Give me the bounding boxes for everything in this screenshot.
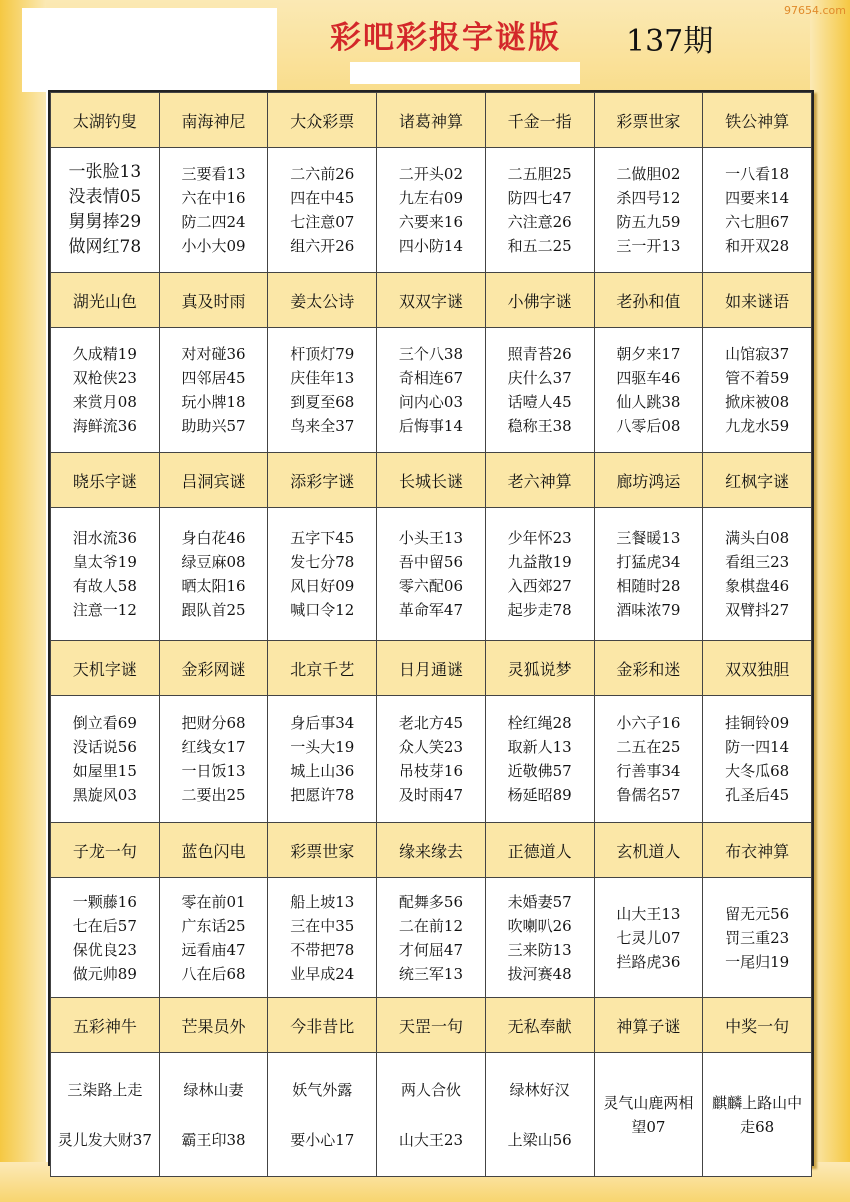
clue-line: 拔河赛48	[507, 964, 572, 983]
clue-row	[51, 878, 812, 998]
clue-line: 二做胆02	[616, 165, 681, 183]
clue-cell	[485, 878, 594, 998]
clue-cell	[594, 508, 703, 641]
clue-cell	[268, 696, 377, 823]
clue-line: 上梁山56	[507, 1130, 572, 1149]
clue-cell	[268, 148, 377, 273]
column-header-cell: 如来谜语	[703, 273, 812, 328]
clue-line: 麒麟上路山中走68	[712, 1093, 803, 1136]
clue-cell	[594, 696, 703, 823]
column-header-cell: 千金一指	[485, 93, 594, 148]
clue-line: 拦路虎36	[616, 952, 681, 971]
clue-cell	[51, 696, 160, 823]
clue-line: 一尾归19	[725, 952, 790, 971]
clue-line: 三个八38	[398, 345, 463, 363]
clue-line: 小头王13	[398, 529, 463, 547]
column-header-cell: 老六神算	[485, 453, 594, 508]
clue-line: 海鲜流36	[72, 417, 137, 435]
clue-line: 山大王23	[398, 1130, 463, 1149]
column-header-cell: 日月通谜	[377, 641, 486, 696]
column-header-cell: 铁公神算	[703, 93, 812, 148]
clue-cell	[485, 508, 594, 641]
clue-line: 鲁儒名57	[616, 786, 681, 804]
clue-line: 三来防13	[507, 940, 572, 959]
clue-line: 二五在25	[616, 738, 681, 756]
clue-line: 身后事34	[290, 714, 355, 732]
clue-line: 玩小牌18	[181, 393, 246, 411]
clue-line: 灵儿发大财37	[57, 1130, 152, 1149]
column-header-cell: 红枫字谜	[703, 453, 812, 508]
clue-line: 防一四14	[725, 738, 790, 756]
clue-line: 船上坡13	[290, 892, 355, 911]
clue-line: 满头白08	[725, 529, 790, 547]
column-header-cell: 子龙一句	[51, 823, 160, 878]
clue-line: 话噎人45	[507, 393, 572, 411]
clue-line: 杆顶灯79	[290, 345, 355, 363]
clue-line: 朝夕来17	[616, 345, 681, 363]
clue-line: 城上山36	[290, 762, 355, 780]
clue-line: 绿林好汉	[509, 1080, 570, 1099]
column-header-cell: 蓝色闪电	[159, 823, 268, 878]
clue-cell	[159, 328, 268, 453]
clue-cell	[377, 1053, 486, 1177]
header-row	[51, 823, 812, 878]
clue-line: 双枪侠23	[72, 369, 137, 387]
clue-line: 一颗藤16	[72, 892, 137, 911]
left-gold-border	[0, 0, 46, 1202]
clue-line: 久成精19	[72, 345, 137, 363]
column-header-cell: 彩票世家	[268, 823, 377, 878]
clue-line: 红线女17	[181, 738, 246, 756]
column-header-cell: 五彩神牛	[51, 998, 160, 1053]
column-header-cell: 金彩和迷	[594, 641, 703, 696]
clue-line: 注意一12	[72, 601, 137, 619]
clue-line: 才何屈47	[398, 940, 463, 959]
clue-line: 保优良23	[72, 940, 137, 959]
clue-line: 二在前12	[398, 916, 463, 935]
clue-line: 吹喇叭26	[507, 916, 572, 935]
clue-line: 近敬佛57	[507, 762, 572, 780]
clue-line: 到夏至68	[290, 393, 355, 411]
column-header-cell: 湖光山色	[51, 273, 160, 328]
clue-line: 一头大19	[290, 738, 355, 756]
clue-line: 舅舅捧29	[68, 212, 142, 232]
column-header-cell: 晓乐字谜	[51, 453, 160, 508]
clue-line: 栓红绳28	[507, 714, 572, 732]
clue-cell	[594, 878, 703, 998]
clue-line: 三柒路上走	[67, 1080, 143, 1099]
clue-row	[51, 508, 812, 641]
clue-line: 相随时28	[616, 577, 681, 595]
clue-line: 照青苔26	[507, 345, 572, 363]
column-header-cell: 玄机道人	[594, 823, 703, 878]
blank-logo-area	[22, 8, 277, 92]
clue-line: 跟队首25	[181, 601, 246, 619]
clue-line: 一日饭13	[181, 762, 246, 780]
clue-cell	[51, 148, 160, 273]
clue-line: 四在中45	[290, 189, 355, 207]
clue-line: 有故人58	[72, 577, 137, 595]
clue-line: 二六前26	[290, 165, 355, 183]
column-header-cell: 吕洞宾谜	[159, 453, 268, 508]
clue-line: 晒太阳16	[181, 577, 246, 595]
clue-line: 山馆寂37	[725, 345, 790, 363]
clue-line: 三一开13	[616, 237, 681, 255]
clue-cell	[703, 1053, 812, 1177]
clue-line: 五字下45	[290, 529, 355, 547]
clue-cell	[159, 148, 268, 273]
clue-line: 妖气外露	[292, 1080, 353, 1099]
clue-line: 九龙水59	[725, 417, 790, 435]
clue-cell	[594, 328, 703, 453]
clue-line: 三要看13	[181, 165, 246, 183]
clue-line: 取新人13	[507, 738, 572, 756]
clue-line: 二五胆25	[507, 165, 572, 183]
clue-cell	[377, 328, 486, 453]
clue-cell	[377, 696, 486, 823]
clue-line: 和开双28	[725, 237, 790, 255]
column-header-cell: 小佛字谜	[485, 273, 594, 328]
clue-line: 六在中16	[181, 189, 246, 207]
clue-line: 配舞多56	[398, 892, 463, 911]
clue-line: 杀四号12	[616, 189, 681, 207]
clue-line: 入西郊27	[507, 577, 572, 595]
clue-line: 二开头02	[398, 165, 463, 183]
clue-line: 及时雨47	[398, 786, 463, 804]
clue-line: 组六开26	[290, 237, 355, 255]
clue-line: 六要来16	[398, 213, 463, 231]
clue-cell	[485, 328, 594, 453]
clue-line: 仙人跳38	[616, 393, 681, 411]
column-header-cell: 芒果员外	[159, 998, 268, 1053]
clue-cell	[159, 1053, 268, 1177]
column-header-cell: 无私奉献	[485, 998, 594, 1053]
issue-number: 137期	[626, 24, 714, 59]
clue-cell	[594, 148, 703, 273]
clue-cell	[159, 696, 268, 823]
clue-row	[51, 1053, 812, 1177]
clue-line: 来赏月08	[72, 393, 137, 411]
clue-line: 没表情05	[68, 187, 142, 207]
column-header-cell: 大众彩票	[268, 93, 377, 148]
clue-line: 九益散19	[507, 553, 572, 571]
clue-line: 两人合伙	[400, 1080, 461, 1099]
clue-line: 零六配06	[398, 577, 463, 595]
column-header-cell: 双双字谜	[377, 273, 486, 328]
clue-line: 统三军13	[398, 964, 463, 983]
clue-line: 山大王13	[616, 904, 681, 923]
clue-line: 身白花46	[181, 529, 246, 547]
clue-line: 三餐暖13	[616, 529, 681, 547]
clue-line: 绿豆麻08	[181, 553, 246, 571]
clue-line: 业早成24	[290, 964, 355, 983]
clue-cell	[377, 508, 486, 641]
right-gold-border	[810, 0, 850, 1202]
clue-line: 六注意26	[507, 213, 572, 231]
clue-cell	[159, 878, 268, 998]
clue-row	[51, 148, 812, 273]
column-header-cell: 真及时雨	[159, 273, 268, 328]
clue-line: 吊枝芽16	[398, 762, 463, 780]
clue-line: 防四七47	[507, 189, 572, 207]
clue-line: 管不着59	[725, 369, 790, 387]
clue-line: 防二四24	[181, 213, 246, 231]
column-header-cell: 缘来缘去	[377, 823, 486, 878]
column-header-cell: 正德道人	[485, 823, 594, 878]
header-row	[51, 273, 812, 328]
clue-cell	[703, 148, 812, 273]
clue-row	[51, 328, 812, 453]
clue-line: 象棋盘46	[725, 577, 790, 595]
clue-line: 众人笑23	[398, 738, 463, 756]
clue-line: 罚三重23	[725, 928, 790, 947]
clue-cell	[159, 508, 268, 641]
clue-line: 老北方45	[398, 714, 463, 732]
clue-line: 喊口令12	[290, 601, 355, 619]
clue-line: 双臂抖27	[725, 601, 790, 619]
clue-line: 八在后68	[181, 964, 246, 983]
clue-line: 酒味浓79	[616, 601, 681, 619]
clue-cell	[485, 1053, 594, 1177]
clue-cell	[51, 508, 160, 641]
clue-row	[51, 696, 812, 823]
clue-line: 留无元56	[725, 904, 790, 923]
clue-line: 七注意07	[290, 213, 355, 231]
clue-cell	[594, 1053, 703, 1177]
clue-line: 七在后57	[72, 916, 137, 935]
clue-cell	[51, 328, 160, 453]
puzzle-grid	[48, 90, 814, 1166]
clue-line: 吾中留56	[398, 553, 463, 571]
clue-line: 起步走78	[507, 601, 572, 619]
clue-line: 霸王印38	[181, 1130, 246, 1149]
clue-cell	[377, 878, 486, 998]
clue-line: 小小大09	[181, 237, 246, 255]
clue-line: 奇相连67	[398, 369, 463, 387]
clue-line: 看组三23	[725, 553, 790, 571]
clue-line: 四驱车46	[616, 369, 681, 387]
clue-line: 泪水流36	[72, 529, 137, 547]
clue-line: 防五九59	[616, 213, 681, 231]
clue-line: 行善事34	[616, 762, 681, 780]
clue-line: 如屋里15	[72, 762, 137, 780]
header-row	[51, 93, 812, 148]
clue-cell	[703, 696, 812, 823]
clue-line: 稳称王38	[507, 417, 572, 435]
page-title: 彩吧彩报字谜版	[330, 20, 561, 56]
clue-line: 一八看18	[725, 165, 790, 183]
column-header-cell: 今非昔比	[268, 998, 377, 1053]
clue-line: 绿林山妻	[183, 1080, 244, 1099]
clue-line: 皇太爷19	[72, 553, 137, 571]
clue-line: 做网红78	[68, 237, 142, 257]
clue-cell	[485, 696, 594, 823]
clue-cell	[268, 328, 377, 453]
clue-line: 九左右09	[398, 189, 463, 207]
clue-cell	[51, 878, 160, 998]
header-row	[51, 641, 812, 696]
clue-line: 七灵儿07	[616, 928, 681, 947]
clue-cell	[703, 878, 812, 998]
clue-cell	[51, 1053, 160, 1177]
clue-line: 八零后08	[616, 417, 681, 435]
column-header-cell: 中奖一句	[703, 998, 812, 1053]
clue-line: 庆什么37	[507, 369, 572, 387]
header-row	[51, 998, 812, 1053]
clue-cell	[485, 148, 594, 273]
clue-line: 杨延昭89	[507, 786, 572, 804]
clue-line: 零在前01	[181, 892, 246, 911]
clue-line: 倒立看69	[72, 714, 137, 732]
clue-line: 少年怀23	[507, 529, 572, 547]
clue-cell	[268, 1053, 377, 1177]
clue-line: 掀床被08	[725, 393, 790, 411]
clue-line: 二要出25	[181, 786, 246, 804]
column-header-cell: 双双独胆	[703, 641, 812, 696]
clue-line: 未婚妻57	[507, 892, 572, 911]
clue-line: 把愿许78	[290, 786, 355, 804]
clue-line: 四邻居45	[181, 369, 246, 387]
clue-line: 风日好09	[290, 577, 355, 595]
column-header-cell: 南海神尼	[159, 93, 268, 148]
clue-line: 黑旋风03	[72, 786, 137, 804]
clue-line: 没话说56	[72, 738, 137, 756]
column-header-cell: 老孙和值	[594, 273, 703, 328]
clue-line: 小六子16	[616, 714, 681, 732]
clue-line: 和五二25	[507, 237, 572, 255]
column-header-cell: 长城长谜	[377, 453, 486, 508]
column-header-cell: 天机字谜	[51, 641, 160, 696]
clue-line: 把财分68	[181, 714, 246, 732]
column-header-cell: 彩票世家	[594, 93, 703, 148]
clue-line: 挂铜铃09	[725, 714, 790, 732]
header-row	[51, 453, 812, 508]
clue-line: 庆佳年13	[290, 369, 355, 387]
clue-cell	[703, 328, 812, 453]
column-header-cell: 姜太公诗	[268, 273, 377, 328]
clue-cell	[268, 508, 377, 641]
clue-cell	[268, 878, 377, 998]
clue-line: 四小防14	[398, 237, 463, 255]
clue-line: 发七分78	[290, 553, 355, 571]
blank-strip	[350, 62, 580, 84]
site-watermark: 97654.com	[784, 4, 846, 17]
clue-line: 不带把78	[290, 940, 355, 959]
clue-line: 一张脸13	[68, 162, 142, 182]
clue-line: 六七胆67	[725, 213, 790, 231]
column-header-cell: 灵狐说梦	[485, 641, 594, 696]
column-header-cell: 布衣神算	[703, 823, 812, 878]
clue-line: 后悔事14	[398, 417, 463, 435]
column-header-cell: 天罡一句	[377, 998, 486, 1053]
clue-line: 广东话25	[181, 916, 246, 935]
clue-line: 孔圣后45	[725, 786, 790, 804]
clue-line: 要小心17	[290, 1130, 355, 1149]
clue-line: 问内心03	[398, 393, 463, 411]
clue-line: 对对碰36	[181, 345, 246, 363]
column-header-cell: 廊坊鸿运	[594, 453, 703, 508]
clue-cell	[377, 148, 486, 273]
clue-line: 革命军47	[398, 601, 463, 619]
column-header-cell: 金彩网谜	[159, 641, 268, 696]
column-header-cell: 神算子谜	[594, 998, 703, 1053]
clue-line: 远看庙47	[181, 940, 246, 959]
column-header-cell: 北京千艺	[268, 641, 377, 696]
clue-line: 灵气山鹿两相望07	[603, 1093, 694, 1136]
column-header-cell: 太湖钓叟	[51, 93, 160, 148]
clue-line: 做元帅89	[72, 964, 137, 983]
clue-line: 打猛虎34	[616, 553, 681, 571]
clue-line: 助助兴57	[181, 417, 246, 435]
column-header-cell: 诸葛神算	[377, 93, 486, 148]
puzzle-table	[50, 92, 812, 1177]
clue-line: 四要来14	[725, 189, 790, 207]
clue-cell	[703, 508, 812, 641]
column-header-cell: 添彩字谜	[268, 453, 377, 508]
clue-line: 大冬瓜68	[725, 762, 790, 780]
clue-line: 三在中35	[290, 916, 355, 935]
clue-line: 鸟来全37	[290, 417, 355, 435]
